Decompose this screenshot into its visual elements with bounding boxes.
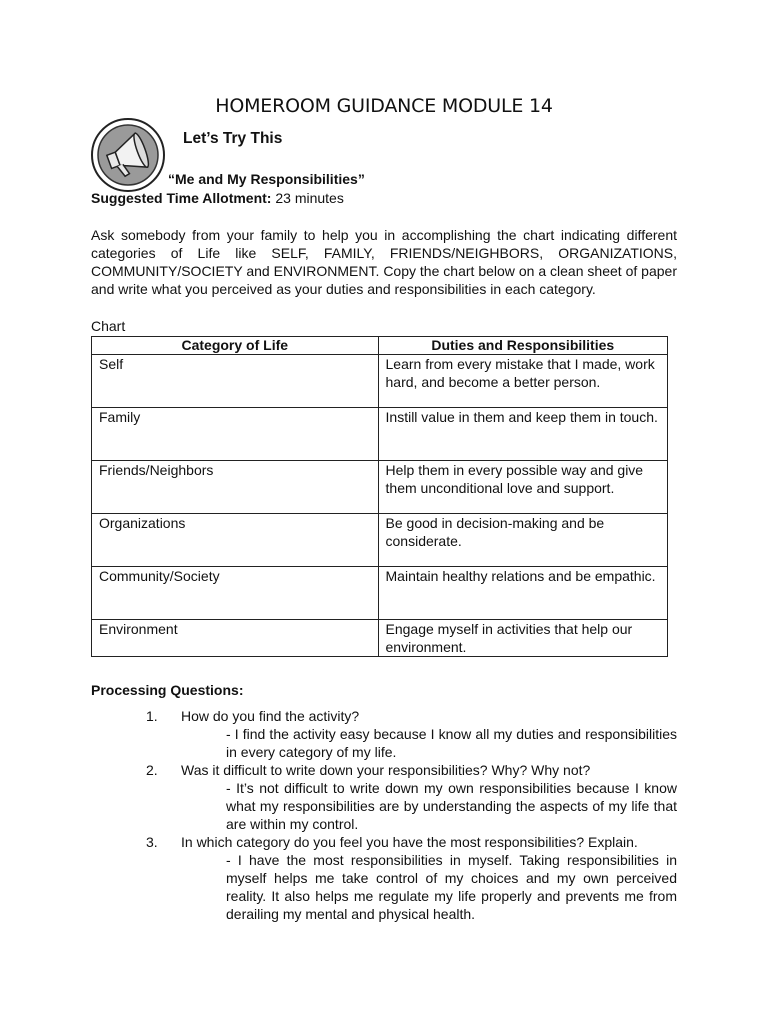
- question-number: 3.: [146, 834, 158, 850]
- megaphone-icon: [90, 117, 166, 193]
- table-row: [92, 355, 668, 408]
- table-row: [92, 620, 668, 657]
- processing-questions-heading: Processing Questions:: [91, 682, 244, 698]
- duties-cell: Instill value in them and keep them in touch.: [378, 408, 667, 461]
- duties-cell: Learn from every mistake that I made, work hard, and become a better person.: [378, 355, 667, 408]
- category-cell: Organizations: [92, 514, 379, 567]
- table-row: [92, 461, 668, 514]
- question-text: Was it difficult to write down your responsibilities? Why? Why not?: [181, 762, 591, 778]
- duties-cell: Help them in every possible way and give them unconditional love and support.: [378, 461, 667, 514]
- question-text: In which category do you feel you have the most responsibilities? Explain.: [181, 834, 638, 850]
- duties-cell: Maintain healthy relations and be empathic.: [378, 567, 667, 620]
- question-number: 1.: [146, 708, 158, 724]
- category-cell: Self: [92, 355, 379, 408]
- table-row: [92, 408, 668, 461]
- duties-cell: Engage myself in activities that help our environment.: [378, 620, 667, 657]
- answer-text: - I have the most responsibilities in myself. Taking responsibilities in myself helps me take control of my choices and my own perceived reality. It also helps me regulate my life properly and prevents me from derailing my mental and physical health.: [226, 852, 677, 922]
- question-text: How do you find the activity?: [181, 708, 360, 724]
- question-number: 2.: [146, 762, 158, 778]
- instructions-paragraph: Ask somebody from your family to help you in accomplishing the chart indicating different categories of Life like SELF, FAMILY, FRIENDS/NEIGHBORS, ORGANIZATIONS, COMMUNITY/SOCIETY and ENVIRONMENT. Copy the chart below on a clean sheet of paper and write what you perceived as your duties and responsibilities in each category.: [91, 227, 677, 297]
- category-cell: Community/Society: [92, 567, 379, 620]
- section-heading: Let’s Try This: [183, 130, 283, 147]
- table-row: [92, 514, 668, 567]
- category-cell: Environment: [92, 620, 379, 657]
- chart-label: Chart: [91, 318, 126, 334]
- responsibilities-table: [91, 336, 668, 657]
- time-allotment-value: 23 minutes: [271, 190, 344, 206]
- column-header-duties: Duties and Responsibilities: [378, 337, 667, 355]
- table-header-row: [92, 337, 668, 355]
- category-cell: Family: [92, 408, 379, 461]
- time-allotment: [91, 189, 344, 207]
- category-cell: Friends/Neighbors: [92, 461, 379, 514]
- activity-title: “Me and My Responsibilities”: [168, 171, 365, 187]
- time-allotment-label: Suggested Time Allotment:: [91, 190, 272, 206]
- column-header-category: Category of Life: [92, 337, 379, 355]
- page-title: HOMEROOM GUIDANCE MODULE 14: [215, 95, 553, 117]
- answer-text: - It’s not difficult to write down my own responsibilities because I know what my responsibilities are by understanding the aspects of my life that are within my control.: [226, 780, 677, 832]
- answer-text: - I find the activity easy because I know all my duties and responsibilities in every category of my life.: [226, 726, 677, 760]
- table-row: [92, 567, 668, 620]
- duties-cell: Be good in decision-making and be considerate.: [378, 514, 667, 567]
